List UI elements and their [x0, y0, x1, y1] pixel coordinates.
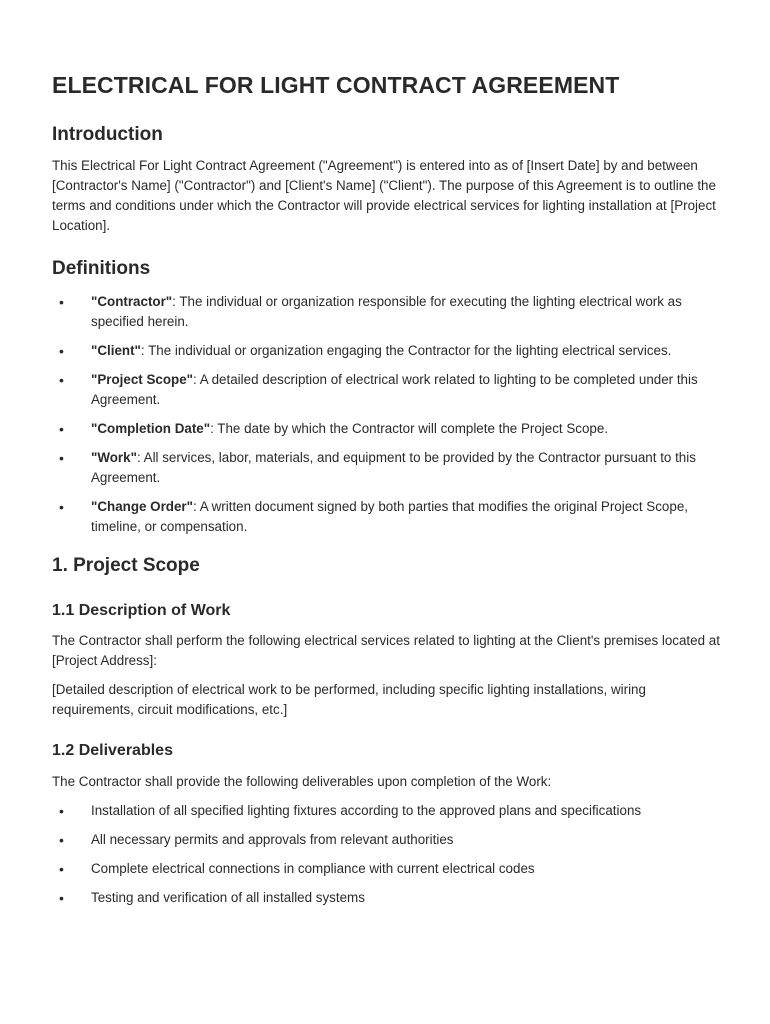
deliverable-item — [52, 830, 720, 850]
project-scope-heading: 1. Project Scope — [52, 555, 200, 576]
definition-item — [52, 497, 720, 537]
bullet-icon: • — [59, 890, 64, 906]
definition-text: : A written document signed by both parties that modifies the original Project Scope, timeline, or compensation. — [91, 499, 688, 534]
document-title: ELECTRICAL FOR LIGHT CONTRACT AGREEMENT — [52, 72, 620, 98]
definitions-list — [52, 292, 720, 537]
deliverables-intro: The Contractor shall provide the following deliverables upon completion of the Work: — [52, 774, 552, 789]
definition-text: : The individual or organization responsible for executing the lighting electrical work as specified herein. — [91, 294, 682, 329]
bullet-icon: • — [59, 450, 64, 466]
definition-item — [52, 341, 720, 361]
deliverables-list — [52, 801, 720, 908]
bullet-icon: • — [59, 861, 64, 877]
definition-item — [52, 419, 720, 439]
deliverable-text: All necessary permits and approvals from relevant authorities — [91, 832, 454, 847]
bullet-icon: • — [59, 803, 64, 819]
description-placeholder-paragraph: [Detailed description of electrical work to be performed, including specific lighting installations, wiring requirements, circuit modifications, etc.] — [52, 682, 646, 717]
definition-text: : The individual or organization engaging the Contractor for the lighting electrical services. — [140, 343, 672, 358]
definition-item — [52, 448, 720, 488]
definition-term: "Change Order" — [91, 499, 193, 514]
definition-term: "Client" — [91, 343, 141, 358]
definition-text: : The date by which the Contractor will complete the Project Scope. — [210, 421, 609, 436]
bullet-icon: • — [59, 343, 64, 359]
definition-text: : All services, labor, materials, and equipment to be provided by the Contractor pursuant to this Agreement. — [91, 450, 696, 485]
definitions-heading: Definitions — [52, 258, 151, 279]
definition-term: "Project Scope" — [91, 372, 193, 387]
description-paragraph: The Contractor shall perform the following electrical services related to lighting at the Client's premises located at [Project Address]: — [52, 633, 720, 668]
deliverable-text: Complete electrical connections in compliance with current electrical codes — [91, 861, 535, 876]
definition-item — [52, 292, 720, 332]
definition-item — [52, 370, 720, 410]
bullet-icon: • — [59, 294, 64, 310]
deliverable-item — [52, 888, 720, 908]
deliverable-item — [52, 801, 720, 821]
bullet-icon: • — [59, 499, 64, 515]
bullet-icon: • — [59, 372, 64, 388]
bullet-icon: • — [59, 832, 64, 848]
introduction-heading: Introduction — [52, 124, 163, 145]
deliverable-item — [52, 859, 720, 879]
introduction-paragraph: This Electrical For Light Contract Agreement ("Agreement") is entered into as of [Insert Date] by and between [Contractor's Name] ("Contractor") and [Client's Name] ("Client"). The purpose of this Agreement is to outline the terms and conditions under which the Contractor will provide electrical services for lighting installation at [Project Location]. — [52, 158, 716, 233]
definition-term: "Completion Date" — [91, 421, 211, 436]
definition-term: "Contractor" — [91, 294, 173, 309]
description-of-work-heading: 1.1 Description of Work — [52, 602, 231, 619]
definition-text: : A detailed description of electrical work related to lighting to be completed under this Agreement. — [91, 372, 698, 407]
deliverables-heading: 1.2 Deliverables — [52, 742, 173, 759]
deliverable-text: Installation of all specified lighting fixtures according to the approved plans and specifications — [91, 803, 642, 818]
definition-term: "Work" — [91, 450, 137, 465]
deliverable-text: Testing and verification of all installed systems — [91, 890, 365, 905]
bullet-icon: • — [59, 421, 64, 437]
